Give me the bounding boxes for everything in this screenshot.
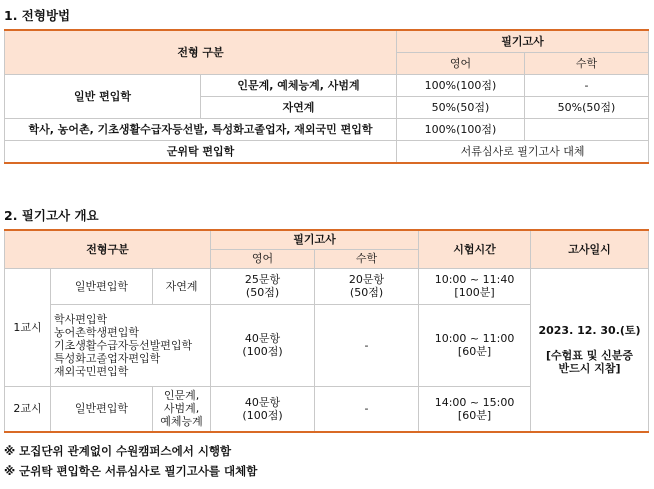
- special-transfer-list: 학사편입학 농어촌학생편입학 기초생활수급자등선발편입학 특성화고졸업자편입학 재외국민편입학: [51, 304, 211, 386]
- section2-title: 2. 필기고사 개요: [4, 208, 99, 223]
- header-category: 전형 구분: [5, 30, 397, 75]
- science-english: 50%(50점): [397, 97, 525, 119]
- note-military: ※ 군위탁 편입학은 서류심사로 필기고사를 대체함: [4, 464, 258, 478]
- header-exam-time: 시험시간: [419, 230, 531, 268]
- humanities-label: 인문계, 사범계, 예체능계: [153, 386, 211, 432]
- p1-special-math: -: [315, 304, 419, 386]
- p1-science-time: 10:00 ~ 11:40 [100분]: [419, 268, 531, 304]
- p1-special-time: 10:00 ~ 11:00 [60분]: [419, 304, 531, 386]
- p2-math: -: [315, 386, 419, 432]
- p2-time: 14:00 ~ 15:00 [60분]: [419, 386, 531, 432]
- science-label: 자연계: [153, 268, 211, 304]
- humanities-english: 100%(100점): [397, 75, 525, 97]
- humanities-label: 인문계, 예체능계, 사범계: [201, 75, 397, 97]
- period1-label: 1교시: [5, 268, 51, 386]
- military-transfer-label: 군위탁 편입학: [5, 141, 397, 164]
- science-math: 50%(50점): [525, 97, 649, 119]
- header-math: 수학: [525, 53, 649, 75]
- header-written-exam: 필기고사: [397, 30, 649, 53]
- p1-science-math: 20문항 (50점): [315, 268, 419, 304]
- special-english: 100%(100점): [397, 119, 525, 141]
- period2-label: 2교시: [5, 386, 51, 432]
- general-transfer-label: 일반편입학: [51, 386, 153, 432]
- exam-date: 2023. 12. 30.(토): [538, 324, 641, 338]
- header-exam-date: 고사일시: [531, 230, 649, 268]
- general-transfer-label: 일반편입학: [51, 268, 153, 304]
- written-exam-overview-table: [4, 229, 649, 433]
- section1-title: 1. 전형방법: [4, 8, 71, 23]
- p1-special-english: 40문항 (100점): [211, 304, 315, 386]
- header-english: 영어: [211, 249, 315, 268]
- special-transfer-label: 학사, 농어촌, 기초생활수급자등선발, 특성화고졸업자, 재외국민 편입학: [5, 119, 397, 141]
- humanities-math: -: [525, 75, 649, 97]
- p1-science-english: 25문항 (50점): [211, 268, 315, 304]
- science-label: 자연계: [201, 97, 397, 119]
- exam-date-note: [수험표 및 신분증 반드시 지참]: [545, 349, 634, 376]
- general-transfer-label: 일반 편입학: [5, 75, 201, 119]
- header-category: 전형구분: [5, 230, 211, 268]
- screening-method-table: [4, 29, 649, 164]
- p2-english: 40문항 (100점): [211, 386, 315, 432]
- header-english: 영어: [397, 53, 525, 75]
- header-written-exam: 필기고사: [211, 230, 419, 249]
- note-campus: ※ 모집단위 관계없이 수원캠퍼스에서 시행함: [4, 444, 232, 458]
- exam-date-cell: [531, 268, 649, 432]
- military-value: 서류심사로 필기고사 대체: [397, 141, 649, 164]
- header-math: 수학: [315, 249, 419, 268]
- special-math: [525, 119, 649, 141]
